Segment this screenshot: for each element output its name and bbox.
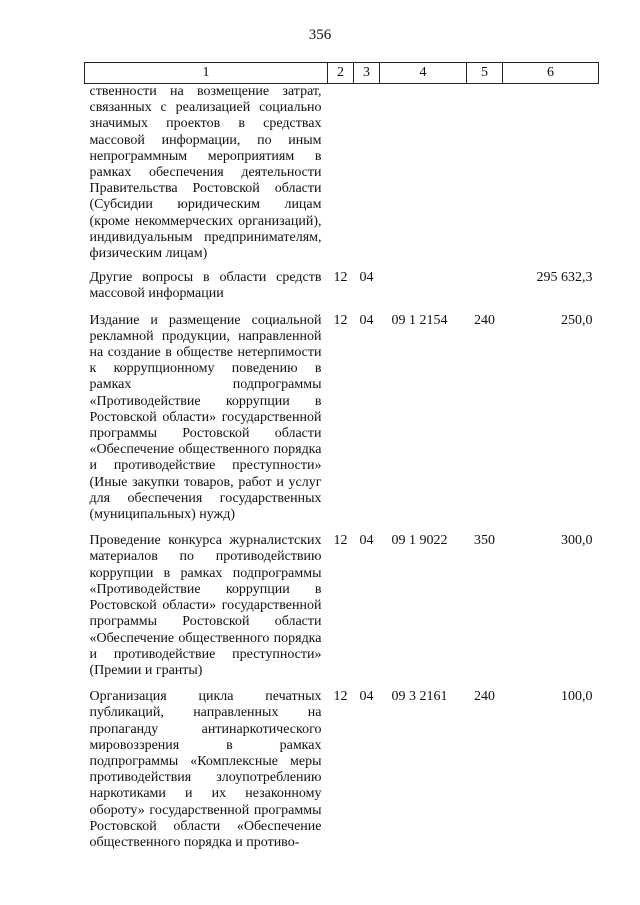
row-target-item xyxy=(380,270,467,312)
row-expense-type xyxy=(467,270,503,312)
row-subsection: 04 xyxy=(359,312,374,328)
row-section: 12 xyxy=(333,312,348,328)
header-col-3: 3 xyxy=(354,63,380,84)
row-name: Издание и размещение социальной рекламной продукции, направленной на создание в обществе нетерпимости к коррупционному поведению в рамках подпрограммы «Противодействие коррупции в Ростовской области» государственной программы Ростовской области «Обеспечение общественного порядка и противодействие преступности» (Иные закупки товаров, работ и услуг для обеспечения государственных (муниципальных) нужд) xyxy=(89,312,322,523)
header-col-2: 2 xyxy=(328,63,354,84)
row-subsection xyxy=(354,84,380,271)
row-name: Проведение конкурса журналистских материалов по противодействию коррупции в рамках подпрограммы «Противодействие коррупции в Ростовской области» государственной программы Ростовской области «Обеспечение общественного порядка и противодействие преступности» (Премии и гранты) xyxy=(89,533,322,678)
row-target-item xyxy=(380,84,467,271)
table-row xyxy=(85,313,599,534)
row-name: ственности на возмещение затрат, связанных с реализацией социально значимых проектов в средствах массовой информации, по иным непрограммным мероприятиям в рамках обеспечения деятельности Правительства Ростовской области (Субсидии юридическим лицам (кроме некоммерческих организаций), индивидуальным предпринимателям, физическим лицам) xyxy=(89,84,322,262)
header-col-6: 6 xyxy=(503,63,599,84)
row-amount: 100,0 xyxy=(561,689,593,705)
table-row xyxy=(85,270,599,312)
table-row xyxy=(85,533,599,689)
table-header xyxy=(85,63,599,84)
row-target-item: 09 1 9022 xyxy=(391,533,448,549)
row-section xyxy=(328,84,354,271)
table-row xyxy=(85,84,599,271)
row-expense-type xyxy=(467,84,503,271)
row-expense-type: 240 xyxy=(474,689,495,705)
budget-table xyxy=(84,62,599,861)
row-amount xyxy=(503,84,599,271)
header-col-5: 5 xyxy=(467,63,503,84)
row-amount: 250,0 xyxy=(561,312,593,328)
page-number: 356 xyxy=(308,27,332,43)
row-amount: 300,0 xyxy=(561,533,593,549)
header-col-1: 1 xyxy=(85,63,328,84)
row-expense-type: 240 xyxy=(474,312,495,328)
row-subsection: 04 xyxy=(359,689,374,705)
row-section: 12 xyxy=(333,689,348,705)
row-subsection: 04 xyxy=(359,270,374,286)
row-target-item: 09 1 2154 xyxy=(391,312,448,328)
row-name: Другие вопросы в области средств массовой информации xyxy=(89,270,322,302)
row-target-item: 09 3 2161 xyxy=(391,689,448,705)
table-row xyxy=(85,689,599,861)
row-expense-type: 350 xyxy=(474,533,495,549)
row-amount: 295 632,3 xyxy=(536,270,593,286)
row-subsection: 04 xyxy=(359,533,374,549)
row-name: Организация цикла печатных публикаций, направленных на пропаганду антинаркотического мировоззрения в рамках подпрограммы «Комплексные меры противодействия злоупотреблению наркотиками и их незаконному обороту» государственной программы Ростовской области «Обеспечение общественного порядка и противо- xyxy=(89,689,322,850)
row-section: 12 xyxy=(333,270,348,286)
header-col-4: 4 xyxy=(380,63,467,84)
row-section: 12 xyxy=(333,533,348,549)
